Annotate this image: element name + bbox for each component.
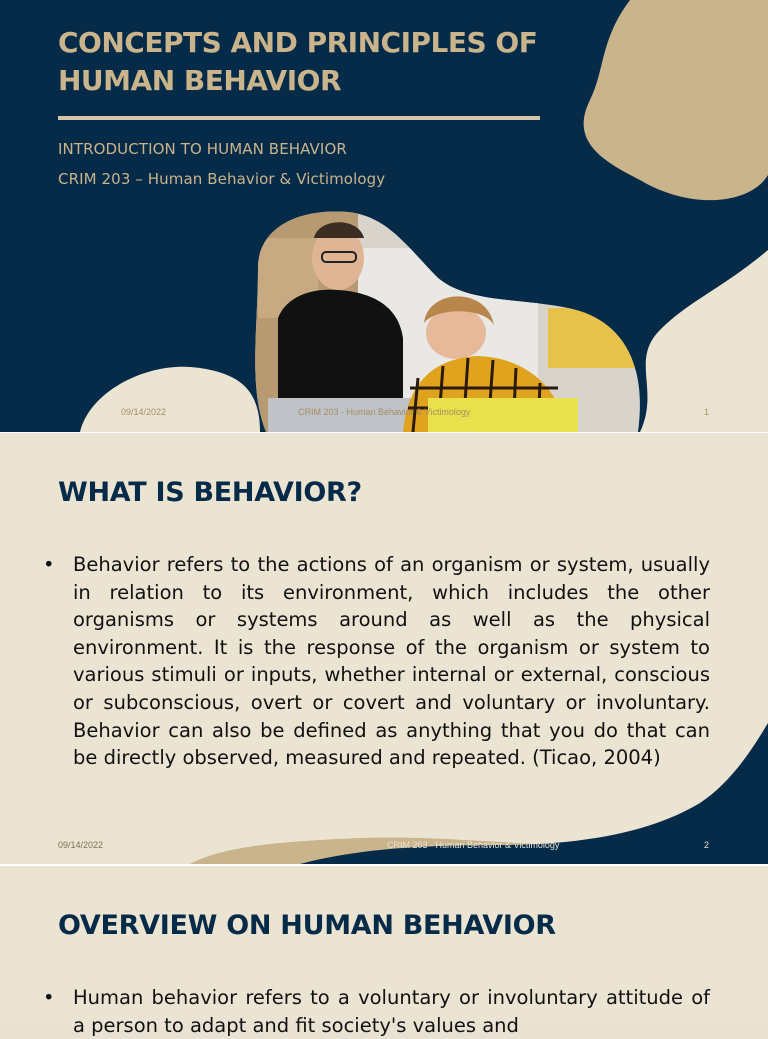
bullet-paragraph bbox=[43, 984, 710, 1039]
slide-subtitle: INTRODUCTION TO HUMAN BEHAVIOR bbox=[58, 140, 347, 158]
footer-course: CRIM 203 - Human Behavior & Victimology bbox=[387, 840, 560, 850]
photo-people-laughing bbox=[238, 208, 650, 432]
bullet-marker: • bbox=[43, 986, 55, 1009]
footer-page-number: 1 bbox=[704, 407, 710, 417]
slide-heading: WHAT IS BEHAVIOR? bbox=[58, 477, 362, 508]
footer-page-number: 2 bbox=[704, 840, 710, 850]
slide-title: CONCEPTS AND PRINCIPLES OF HUMAN BEHAVIOR bbox=[58, 26, 538, 97]
bullet-text: Behavior refers to the actions of an organism or system, usually in relation to its environment, which includes the other organisms or systems around as well as the physical environment. It is the response of the organism or system to various stimuli or inputs, whether internal or external, conscious or subconscious, overt or covert and voluntary or involuntary. Behavior can also be defined as anything that you do that can be directly observed, measured and repeated. (Ticao, 2004) bbox=[73, 553, 710, 770]
footer-course: CRIM 203 - Human Behavior & Victimology bbox=[298, 407, 471, 417]
decorative-blob-top-right bbox=[560, 0, 768, 210]
bullet-marker: • bbox=[43, 553, 55, 576]
course-name: CRIM 203 – Human Behavior & Victimology bbox=[58, 170, 386, 188]
footer-date: 09/14/2022 bbox=[58, 840, 104, 850]
slide-1 bbox=[0, 0, 768, 432]
slide-2 bbox=[0, 433, 768, 864]
footer-date: 09/14/2022 bbox=[121, 407, 167, 417]
bullet-paragraph bbox=[43, 551, 710, 772]
bullet-text: Human behavior refers to a voluntary or involuntary attitude of a person to adapt and fit society's values and bbox=[73, 986, 710, 1037]
title-underline bbox=[58, 116, 540, 120]
slide-3 bbox=[0, 866, 768, 1037]
slide-heading: OVERVIEW ON HUMAN BEHAVIOR bbox=[58, 910, 556, 941]
